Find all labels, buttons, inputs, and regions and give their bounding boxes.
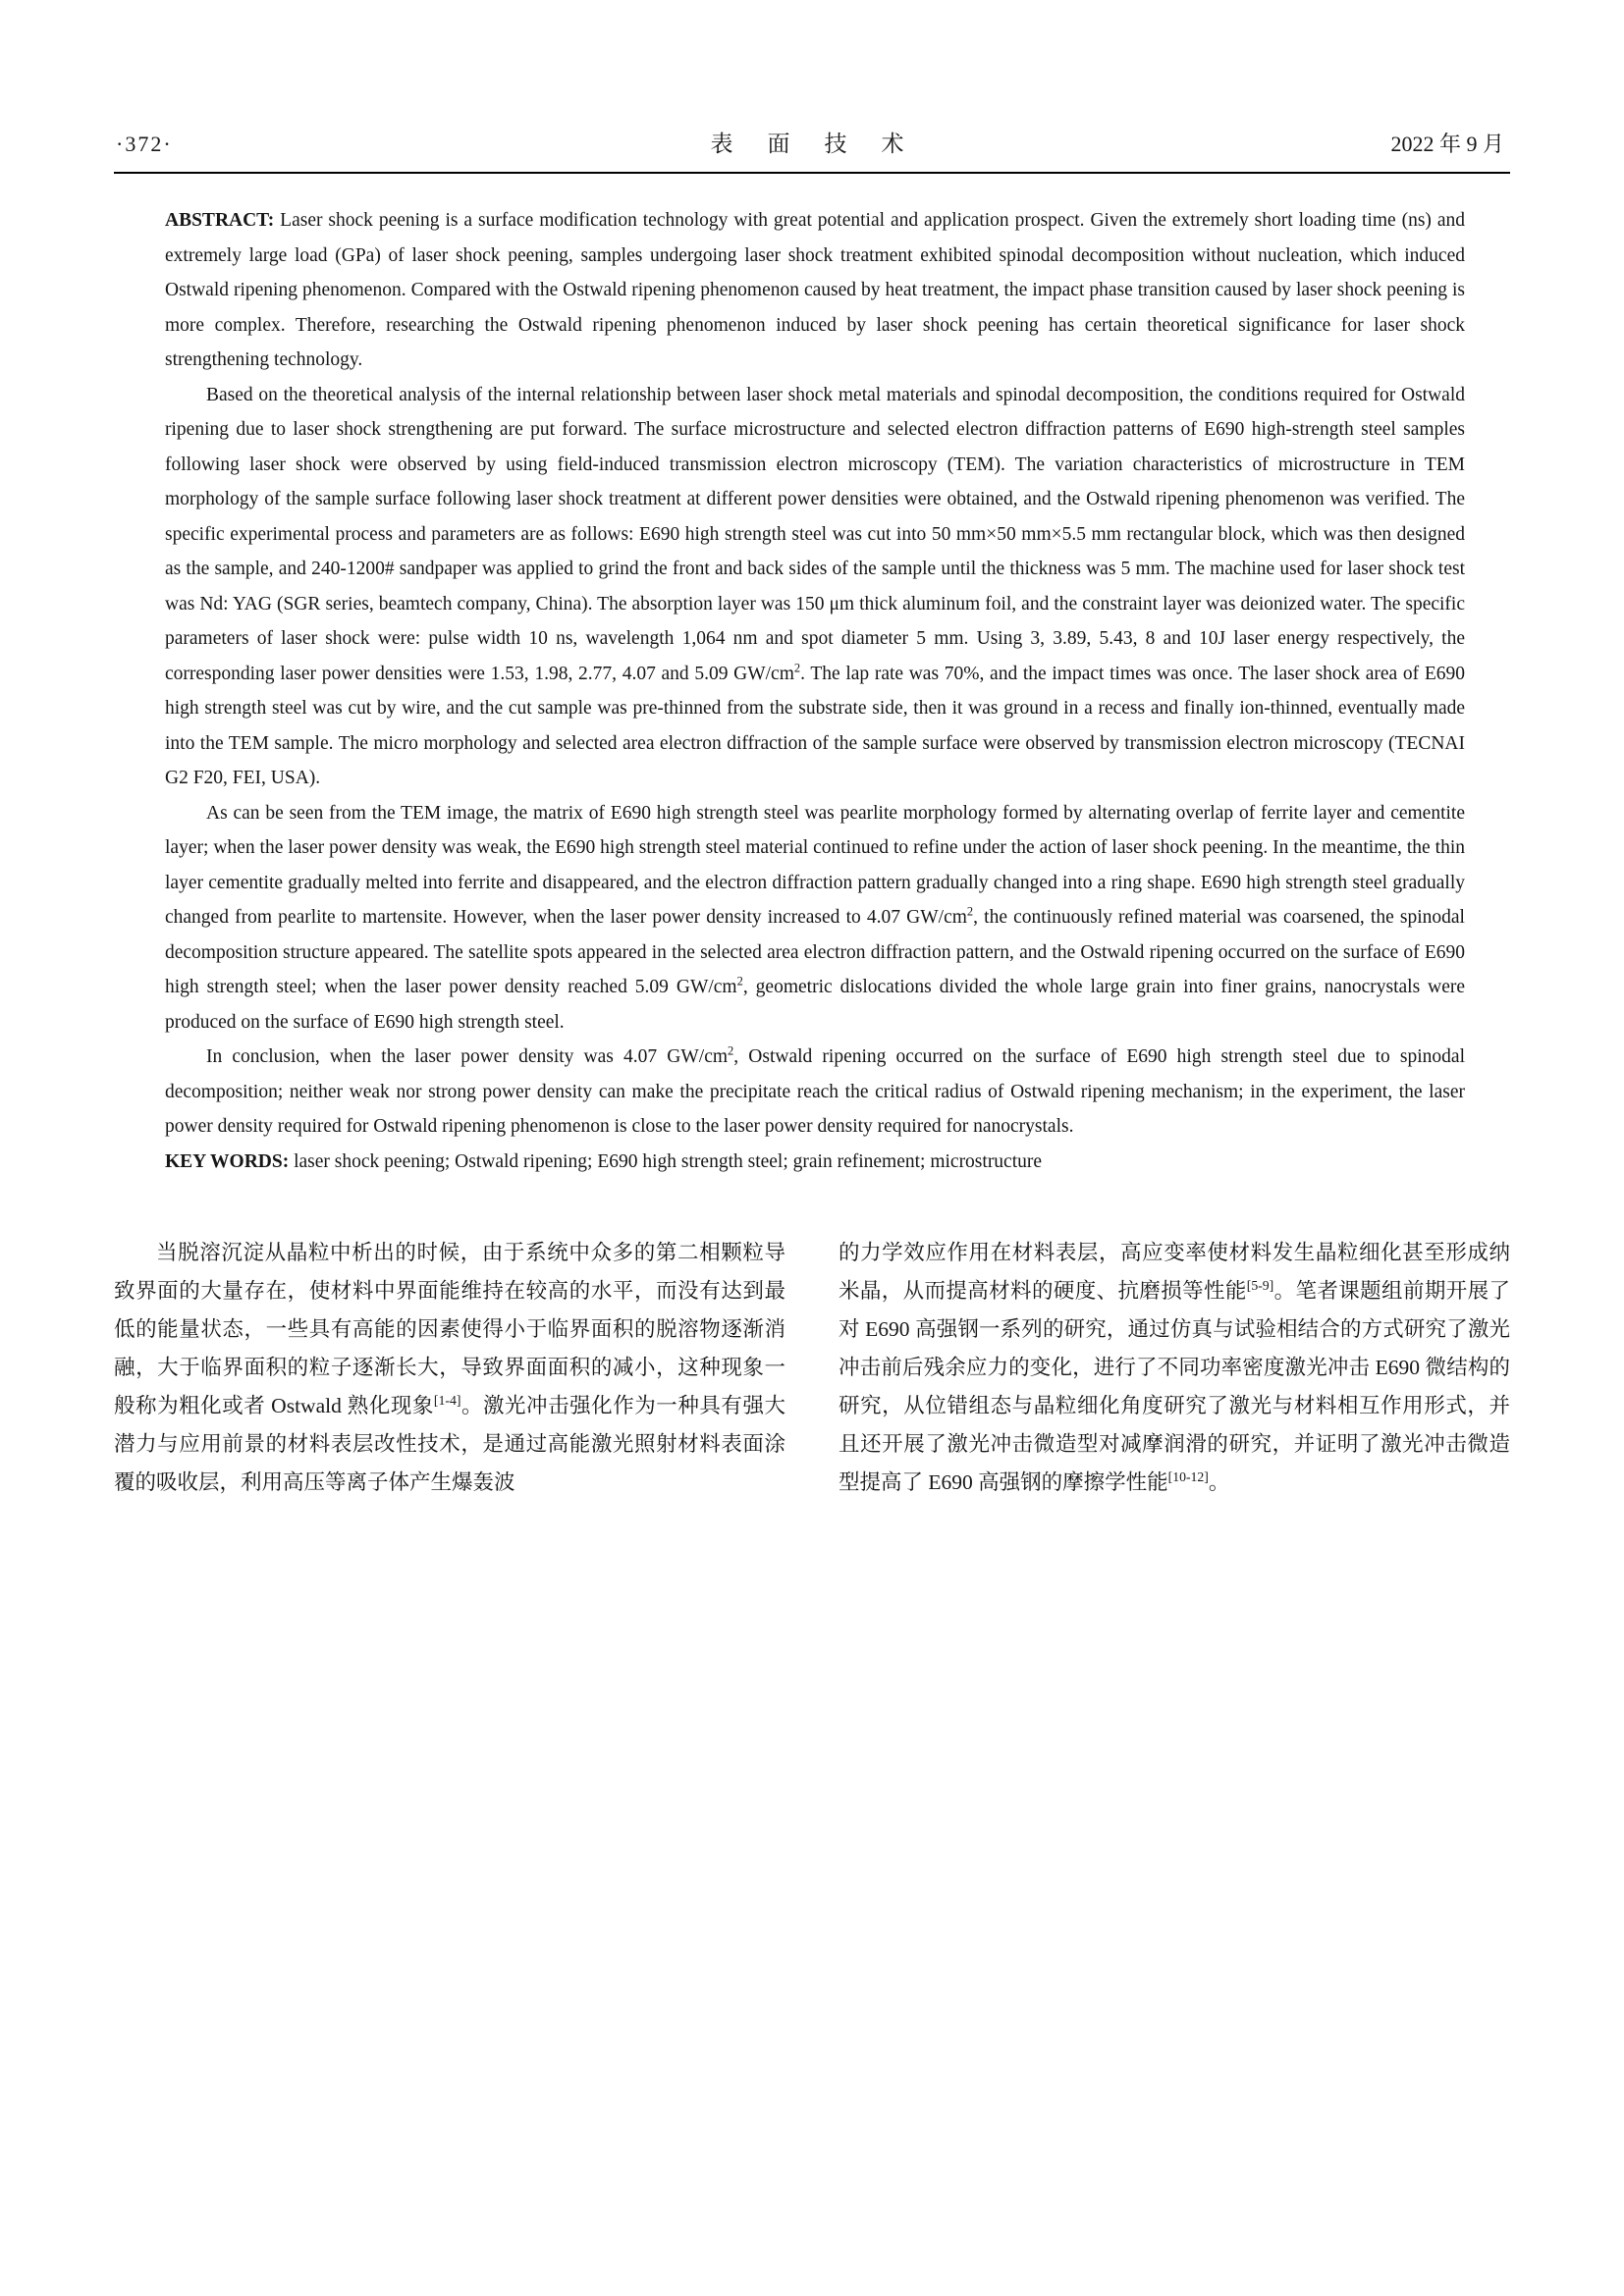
text-run: . The lap rate was 70%, and the impact times was once. The laser shock area of E690 high strength steel was cut by wire, and the cut sample was pre-thinned from the substrate side, then it was ground in a recess and finally ion-thinned, eventually made into the TEM sample. The micro morphology and selected area electron diffraction of the sample surface were observed by transmission electron microscopy (TECNAI G2 F20, FEI, USA). <box>165 663 1465 788</box>
label-run: KEY WORDS: <box>165 1150 295 1172</box>
text-run: Based on the theoretical analysis of the internal relationship between laser shock metal materials and spinodal decomposition, the conditions required for Ostwald ripening due to laser shock strengthening are put forward. The surface microstructure and selected electron diffraction patterns of E690 high-strength steel samples following laser shock were observed by using field-induced transmission electron microscopy (TEM). The variation characteristics of microstructure in TEM morphology of the sample surface following laser shock treatment at different power densities were obtained, and the Ostwald ripening phenomenon was verified. The specific experimental process and parameters are as follows: E690 high strength steel was cut into 50 mm×50 mm×5.5 mm rectangular block, which was then designed as the sample, and 240-1200# sandpaper was applied to grind the front and back sides of the sample until the thickness was 5 mm. The machine used for laser shock test was Nd: YAG (SGR series, beamtech company, China). The absorption layer was 150 μm thick aluminum foil, and the constraint layer was deionized water. The specific parameters of laser shock were: pulse width 10 ns, wavelength 1,064 nm and spot diameter 5 mm. Using 3, 3.89, 5.43, 8 and 10J laser energy respectively, the corresponding laser power densities were 1.53, 1.98, 2.77, 4.07 and 5.09 GW/cm <box>165 384 1465 684</box>
abstract-paragraph-1 <box>165 203 1465 378</box>
superscript-run: [1-4] <box>433 1392 461 1408</box>
abstract-paragraph-4 <box>165 1040 1465 1145</box>
superscript-run: [10-12] <box>1167 1468 1209 1484</box>
abstract-paragraph-3 <box>165 796 1465 1041</box>
keywords-line <box>165 1145 1465 1180</box>
text-run: , Ostwald ripening occurred on the surface of E690 high strength steel due to spinodal decomposition; neither weak nor strong power density can make the precipitate reach the critical radius of Ostwald ripening mechanism; in the experiment, the laser power density required for Ostwald ripening phenomenon is close to the laser power density required for nanocrystals. <box>165 1046 1466 1137</box>
text-run: 当脱溶沉淀从晶粒中析出的时候，由于系统中众多的第二相颗粒导致界面的大量存在，使材料中界面能维持在较高的水平，而没有达到最低的能量状态，一些具有高能的因素使得小于临界面积的脱溶物逐渐消融，大于临界面积的粒子逐渐长大，导致界面面积的减小，这种现象一般称为粗化或者 Ostwald 熟化现象 <box>114 1241 785 1417</box>
abstract-paragraph-2 <box>165 378 1465 796</box>
text-run: 。 <box>1208 1470 1230 1494</box>
page-number: ·372· <box>116 132 173 156</box>
superscript-run: [5-9] <box>1246 1277 1274 1293</box>
text-run: Laser shock peening is a surface modification technology with great potential and application prospect. Given the extremely short loading time (ns) and extremely large load (GPa) of laser shock peening, samples undergoing laser shock treatment exhibited spinodal decomposition without nucleation, which induced Ostwald ripening phenomenon. Compared with the Ostwald ripening phenomenon caused by heat treatment, the impact phase transition caused by laser shock peening is more complex. Therefore, researching the Ostwald ripening phenomenon induced by laser shock peening has certain theoretical significance for laser shock strengthening technology. <box>165 210 1465 370</box>
left-column-paragraph <box>114 1234 785 1502</box>
journal-title: 表 面 技 术 <box>710 132 910 156</box>
abstract-section <box>165 203 1465 1179</box>
text-run: , the continuously refined material was coarsened, the spinodal decomposition structure appeared. The satellite spots appeared in the selected area electron diffraction pattern, and the Ostwald ripening occurred on the surface of E690 high strength steel; when the laser power density reached 5.09 GW/cm <box>165 907 1465 997</box>
left-column <box>114 1234 785 1502</box>
issue-date: 2022 年 9 月 <box>1390 132 1504 156</box>
superscript-run: 2 <box>966 904 974 919</box>
text-run: , geometric dislocations divided the whole large grain into finer grains, nanocrystals were produced on the surface of E690 high strength steel. <box>165 977 1465 1033</box>
header-divider <box>114 172 1510 174</box>
superscript-run: 2 <box>728 1043 734 1058</box>
label-run: ABSTRACT: <box>165 210 281 231</box>
superscript-run: 2 <box>736 974 743 988</box>
text-run: In conclusion, when the laser power density was 4.07 GW/cm <box>206 1046 729 1067</box>
text-run: As can be seen from the TEM image, the matrix of E690 high strength steel was pearlite morphology formed by alternating overlap of ferrite layer and cementite layer; when the laser power density was weak, the E690 high strength steel material continued to refine under the action of laser shock peening. In the meantime, the thin layer cementite gradually melted into ferrite and disappeared, and the electron diffraction pattern gradually changed into a ring shape. E690 high strength steel gradually changed from pearlite to martensite. However, when the laser power density increased to 4.07 GW/cm <box>165 802 1465 928</box>
superscript-run: 2 <box>793 661 801 674</box>
text-run: 。笔者课题组前期开展了对 E690 高强钢一系列的研究，通过仿真与试验相结合的方式研究了激光冲击前后残余应力的变化，进行了不同功率密度激光冲击 E690 微结构的研究，从位错组态与晶粒细化角度研究了激光与材料相互作用形式，并且还开展了激光冲击微造型对减摩润滑的研究，并证明了激光冲击微造型提高了 E690 高强钢的摩擦学性能 <box>839 1279 1510 1494</box>
body-columns <box>114 1234 1510 1502</box>
text-run: laser shock peening; Ostwald ripening; E690 high strength steel; grain refinement; microstructure <box>294 1150 1043 1172</box>
text-run: 的力学效应作用在材料表层，高应变率使材料发生晶粒细化甚至形成纳米晶，从而提高材料的硬度、抗磨损等性能 <box>839 1241 1510 1303</box>
right-column <box>839 1234 1510 1502</box>
right-column-paragraph <box>839 1234 1510 1502</box>
text-run: 。激光冲击强化作为一种具有强大潜力与应用前景的材料表层改性技术，是通过高能激光照射材料表面涂覆的吸收层，利用高压等离子体产生爆轰波 <box>114 1394 785 1494</box>
page-header <box>114 126 1510 172</box>
